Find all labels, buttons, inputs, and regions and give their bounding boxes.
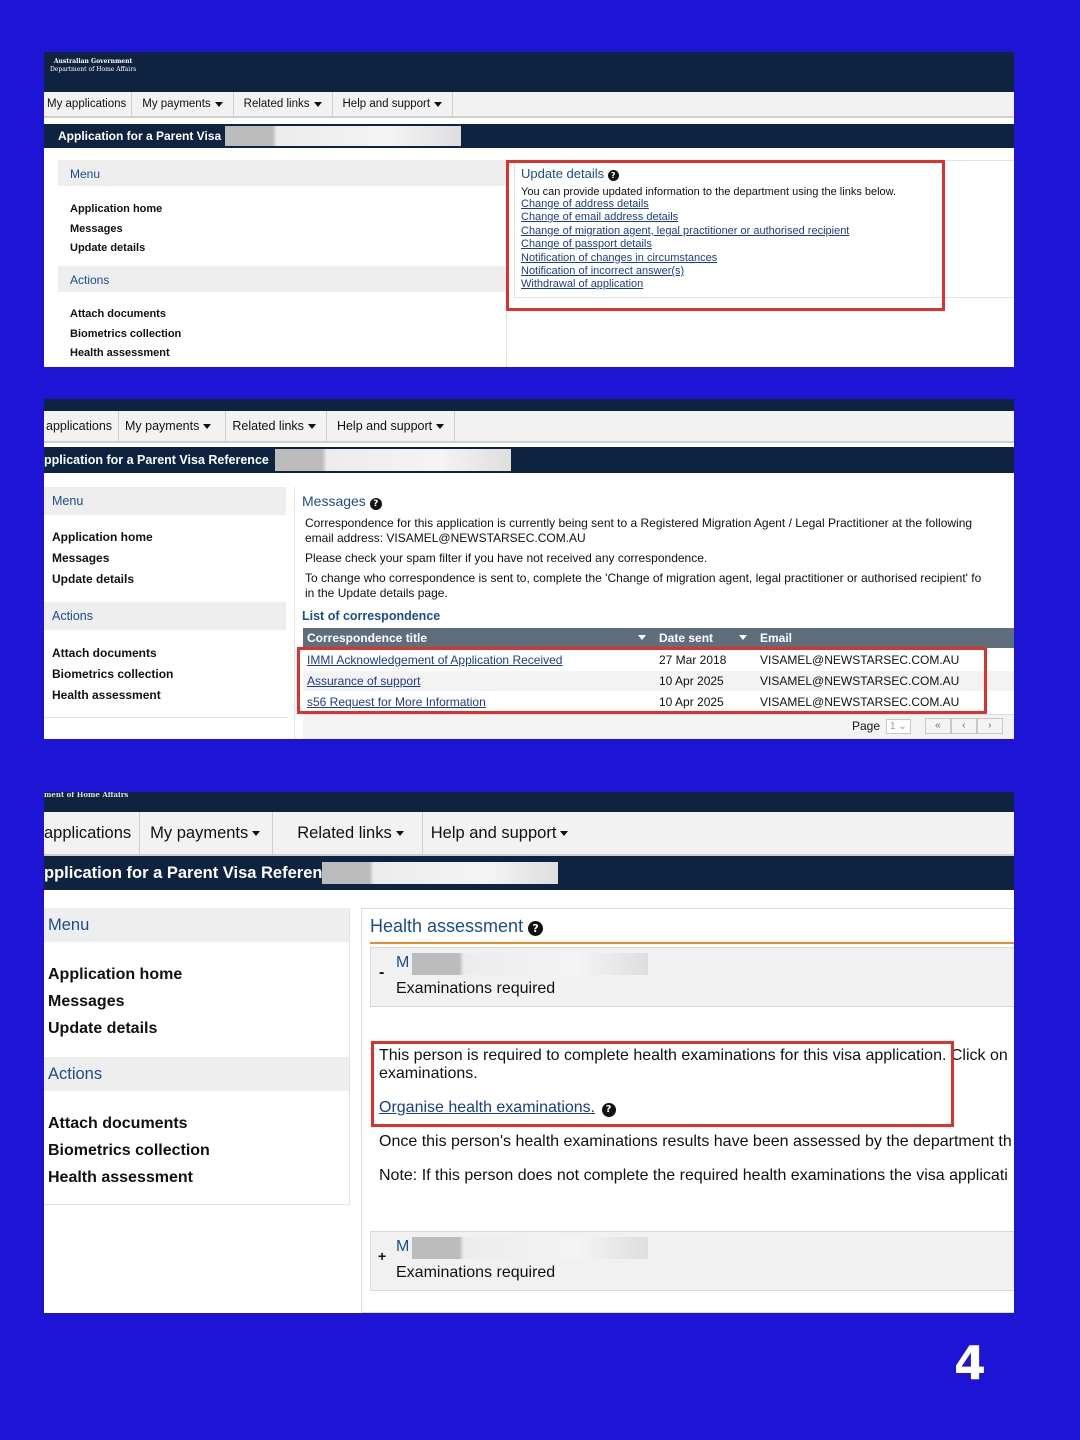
messages-content xyxy=(302,493,1014,623)
applicant-status: Examinations required xyxy=(396,980,556,997)
top-nav xyxy=(44,812,1014,856)
top-nav xyxy=(44,92,1014,118)
chevron-down-icon xyxy=(314,102,322,107)
nav-label: Help and support xyxy=(430,823,557,842)
menu-item-messages[interactable]: Messages xyxy=(52,551,110,565)
menu-list xyxy=(70,200,162,259)
pager-label: Page xyxy=(852,719,881,733)
chevron-down-icon xyxy=(560,831,568,836)
link-withdrawal[interactable]: Withdrawal of application xyxy=(521,278,644,291)
col-email-label: Email xyxy=(760,631,793,645)
applicant-name[interactable]: M xyxy=(396,1238,410,1255)
menu-list xyxy=(52,527,153,590)
help-icon[interactable]: ? xyxy=(608,170,619,181)
sidebar-bottom-border xyxy=(44,1204,350,1205)
gov-header xyxy=(44,399,1014,411)
correspondence-link[interactable]: s56 Request for More Information xyxy=(307,695,486,709)
nav-my-payments[interactable] xyxy=(140,812,273,854)
cell-date: 27 Mar 2018 xyxy=(659,653,727,667)
page-title: pplication for a Parent Visa Reference xyxy=(44,453,269,467)
page-title-bar xyxy=(44,856,1014,890)
menu-item-application-home[interactable]: Application home xyxy=(70,203,163,215)
gov-logo-line2: Department of Home Affairs xyxy=(50,66,137,73)
nav-my-applications[interactable] xyxy=(44,812,140,854)
nav-label: applications xyxy=(46,419,113,433)
gov-logo xyxy=(50,58,136,74)
menu-heading-label: Menu xyxy=(52,494,84,508)
actions-heading xyxy=(58,266,506,292)
change-line1: To change who correspondence is sent to, complete the 'Change of migration agent, legal practitioner or authorised recipient' fo xyxy=(305,571,982,585)
screenshot-messages xyxy=(44,399,1014,739)
nav-label: Related links xyxy=(232,419,304,433)
cell-date: 10 Apr 2025 xyxy=(659,674,724,688)
list-heading: List of correspondence xyxy=(302,609,441,623)
content-divider xyxy=(294,487,295,739)
sort-icon xyxy=(739,635,747,640)
nav-label: My applications xyxy=(47,98,127,110)
action-item-attach-documents[interactable]: Attach documents xyxy=(48,1115,188,1132)
nav-label: applications xyxy=(44,823,132,842)
menu-item-application-home[interactable]: Application home xyxy=(48,966,183,983)
nav-help-support[interactable] xyxy=(423,812,579,854)
link-change-agent[interactable]: Change of migration agent, legal practitioner or authorised recipient xyxy=(521,224,850,237)
applicant-status: Examinations required xyxy=(396,1264,556,1281)
action-item-health-assessment[interactable]: Health assessment xyxy=(52,688,161,702)
nav-label: My payments xyxy=(150,823,249,842)
page-title-bar xyxy=(44,124,1014,148)
chevron-down-icon xyxy=(396,831,404,836)
cell-email: VISAMEL@NEWSTARSEC.COM.AU xyxy=(760,653,960,667)
gov-header xyxy=(44,792,1014,812)
menu-heading xyxy=(44,908,349,942)
table-header xyxy=(303,628,1014,648)
col-date-header[interactable] xyxy=(656,631,757,645)
menu-heading xyxy=(44,487,286,515)
page-number: 4 xyxy=(954,1336,987,1390)
actions-heading xyxy=(44,1057,349,1091)
pager xyxy=(852,718,1003,734)
link-incorrect-answers[interactable]: Notification of incorrect answer(s) xyxy=(521,265,685,278)
highlight-box xyxy=(371,1041,954,1127)
pager-prev-button[interactable]: ‹ xyxy=(951,718,977,734)
change-line2: in the Update details page. xyxy=(305,585,448,600)
nav-label: Related links xyxy=(243,98,310,110)
gov-logo-line1: Australian Government xyxy=(53,58,133,65)
menu-heading xyxy=(58,160,506,186)
chevron-down-icon xyxy=(215,102,223,107)
actions-heading xyxy=(44,602,286,630)
help-icon[interactable]: ? xyxy=(602,1103,616,1117)
content-heading-label: Messages xyxy=(302,493,366,509)
nav-label: My payments xyxy=(125,419,200,433)
change-paragraph xyxy=(302,571,1014,600)
screenshot-health-assessment xyxy=(44,792,1014,1313)
assessed-text: Once this person's health examinations results have been assessed by the department th xyxy=(379,1133,1012,1150)
col-date-label: Date sent xyxy=(659,631,714,645)
actions-list xyxy=(48,1110,210,1191)
content-heading xyxy=(370,916,543,937)
required-line1-tail: Click on xyxy=(950,1047,1008,1064)
nav-label: Help and support xyxy=(342,98,431,110)
menu-heading-label: Menu xyxy=(70,167,101,181)
action-item-biometrics[interactable]: Biometrics collection xyxy=(48,1142,210,1159)
collapse-toggle[interactable]: - xyxy=(379,964,385,981)
cell-email: VISAMEL@NEWSTARSEC.COM.AU xyxy=(760,674,960,688)
note-text: Note: If this person does not complete the required health examinations the visa applicati xyxy=(379,1167,1008,1184)
redacted-reference xyxy=(225,126,461,146)
actions-heading-label: Actions xyxy=(52,609,93,623)
chevron-down-icon xyxy=(308,424,316,429)
sort-icon xyxy=(638,635,646,640)
help-icon[interactable]: ? xyxy=(528,921,543,936)
pager-first-button[interactable]: « xyxy=(925,718,951,734)
nav-label: Help and support xyxy=(336,419,433,433)
help-icon[interactable]: ? xyxy=(370,498,382,510)
chevron-down-icon xyxy=(434,102,442,107)
nav-my-payments[interactable] xyxy=(132,92,233,116)
nav-help-support[interactable] xyxy=(327,411,455,441)
page-title: Application for a Parent Visa xyxy=(58,129,222,143)
nav-my-applications[interactable] xyxy=(44,92,132,116)
menu-item-update-details[interactable]: Update details xyxy=(48,1020,158,1037)
sidebar-border xyxy=(349,908,350,1204)
action-item-biometrics[interactable]: Biometrics collection xyxy=(70,327,182,340)
action-item-health-assessment[interactable]: Health assessment xyxy=(70,347,170,359)
nav-help-support[interactable] xyxy=(333,92,454,116)
chevron-down-icon xyxy=(252,831,260,836)
correspondence-paragraph xyxy=(302,516,1014,545)
pager-next-button[interactable]: › xyxy=(977,718,1003,734)
menu-item-update-details[interactable]: Update details xyxy=(52,572,135,586)
page-title-bar xyxy=(44,447,1014,473)
chevron-down-icon xyxy=(436,424,444,429)
action-item-biometrics[interactable]: Biometrics collection xyxy=(52,667,174,681)
nav-my-applications[interactable] xyxy=(44,411,119,441)
menu-item-messages[interactable]: Messages xyxy=(70,222,123,235)
redacted-reference xyxy=(322,862,558,884)
actions-heading-label: Actions xyxy=(70,273,110,287)
chevron-down-icon: ⌄ xyxy=(898,720,907,732)
cell-date: 10 Apr 2025 xyxy=(659,695,724,709)
nav-related-links[interactable] xyxy=(273,812,422,854)
link-change-passport[interactable]: Change of passport details xyxy=(521,238,652,251)
content-heading-label: Update details xyxy=(521,166,605,181)
applicant-row-2 xyxy=(370,1231,1014,1291)
pager-select[interactable] xyxy=(886,719,911,734)
redacted-reference xyxy=(275,449,511,471)
menu-item-application-home[interactable]: Application home xyxy=(52,530,153,544)
highlight-box xyxy=(506,160,945,311)
menu-heading-label: Menu xyxy=(48,916,90,934)
correspondence-link[interactable]: IMMI Acknowledgement of Application Received xyxy=(307,653,563,667)
col-title-label: Correspondence title xyxy=(307,631,428,645)
actions-heading-label: Actions xyxy=(48,1065,103,1083)
page-title: pplication for a Parent Visa Referen xyxy=(44,863,323,882)
nav-label: Related links xyxy=(297,823,392,842)
menu-item-messages[interactable]: Messages xyxy=(48,993,125,1010)
cell-email: VISAMEL@NEWSTARSEC.COM.AU xyxy=(760,695,960,709)
intro-text: You can provide updated information to the department using the links below. xyxy=(521,186,897,198)
pager-value: 1 xyxy=(890,720,896,732)
heading-underline xyxy=(370,942,1014,944)
spam-note: Please check your spam filter if you have not received any correspondence. xyxy=(305,551,708,565)
required-line2: examinations. xyxy=(379,1065,478,1082)
menu-list xyxy=(48,961,182,1042)
top-nav xyxy=(44,411,1014,443)
action-item-health-assessment[interactable]: Health assessment xyxy=(48,1169,193,1186)
correspondence-line2: email address: VISAMEL@NEWSTARSEC.COM.AU xyxy=(305,530,586,545)
required-line1: This person is required to complete health examinations for this visa application. xyxy=(379,1047,947,1064)
menu-item-update-details[interactable]: Update details xyxy=(70,242,146,254)
redacted-name xyxy=(412,953,648,975)
actions-list xyxy=(52,643,173,706)
col-title-header[interactable] xyxy=(303,631,656,645)
action-item-attach-documents[interactable]: Attach documents xyxy=(52,646,157,660)
chevron-down-icon xyxy=(203,424,211,429)
nav-related-links[interactable] xyxy=(226,411,327,441)
nav-label: My payments xyxy=(142,98,211,110)
applicant-name[interactable]: M xyxy=(396,954,410,971)
nav-related-links[interactable] xyxy=(234,92,333,116)
actions-list xyxy=(70,305,181,364)
applicant-row-1 xyxy=(370,947,1014,1007)
link-change-circumstances[interactable]: Notification of changes in circumstances xyxy=(521,251,718,264)
gov-header-fragment: ment of Home Affairs xyxy=(44,792,129,799)
link-change-address[interactable]: Change of address details xyxy=(521,198,649,210)
col-email-header[interactable] xyxy=(757,631,792,645)
highlight-box xyxy=(297,647,987,714)
content-heading xyxy=(302,493,1014,510)
sidebar-bottom-border xyxy=(44,717,288,718)
gov-header xyxy=(44,52,1014,92)
expand-toggle[interactable]: + xyxy=(378,1248,387,1264)
screenshot-update-details xyxy=(44,52,1014,367)
action-item-attach-documents[interactable]: Attach documents xyxy=(70,308,166,320)
organise-health-link[interactable]: Organise health examinations. xyxy=(379,1099,596,1116)
correspondence-line1: Correspondence for this application is currently being sent to a Registered Migration Agent / Legal Practitioner at the following xyxy=(305,516,973,530)
redacted-name xyxy=(412,1237,648,1259)
link-change-email[interactable]: Change of email address details xyxy=(521,211,679,224)
content-heading-label: Health assessment xyxy=(370,916,524,936)
nav-my-payments[interactable] xyxy=(119,411,226,441)
correspondence-link[interactable]: Assurance of support xyxy=(307,674,421,688)
